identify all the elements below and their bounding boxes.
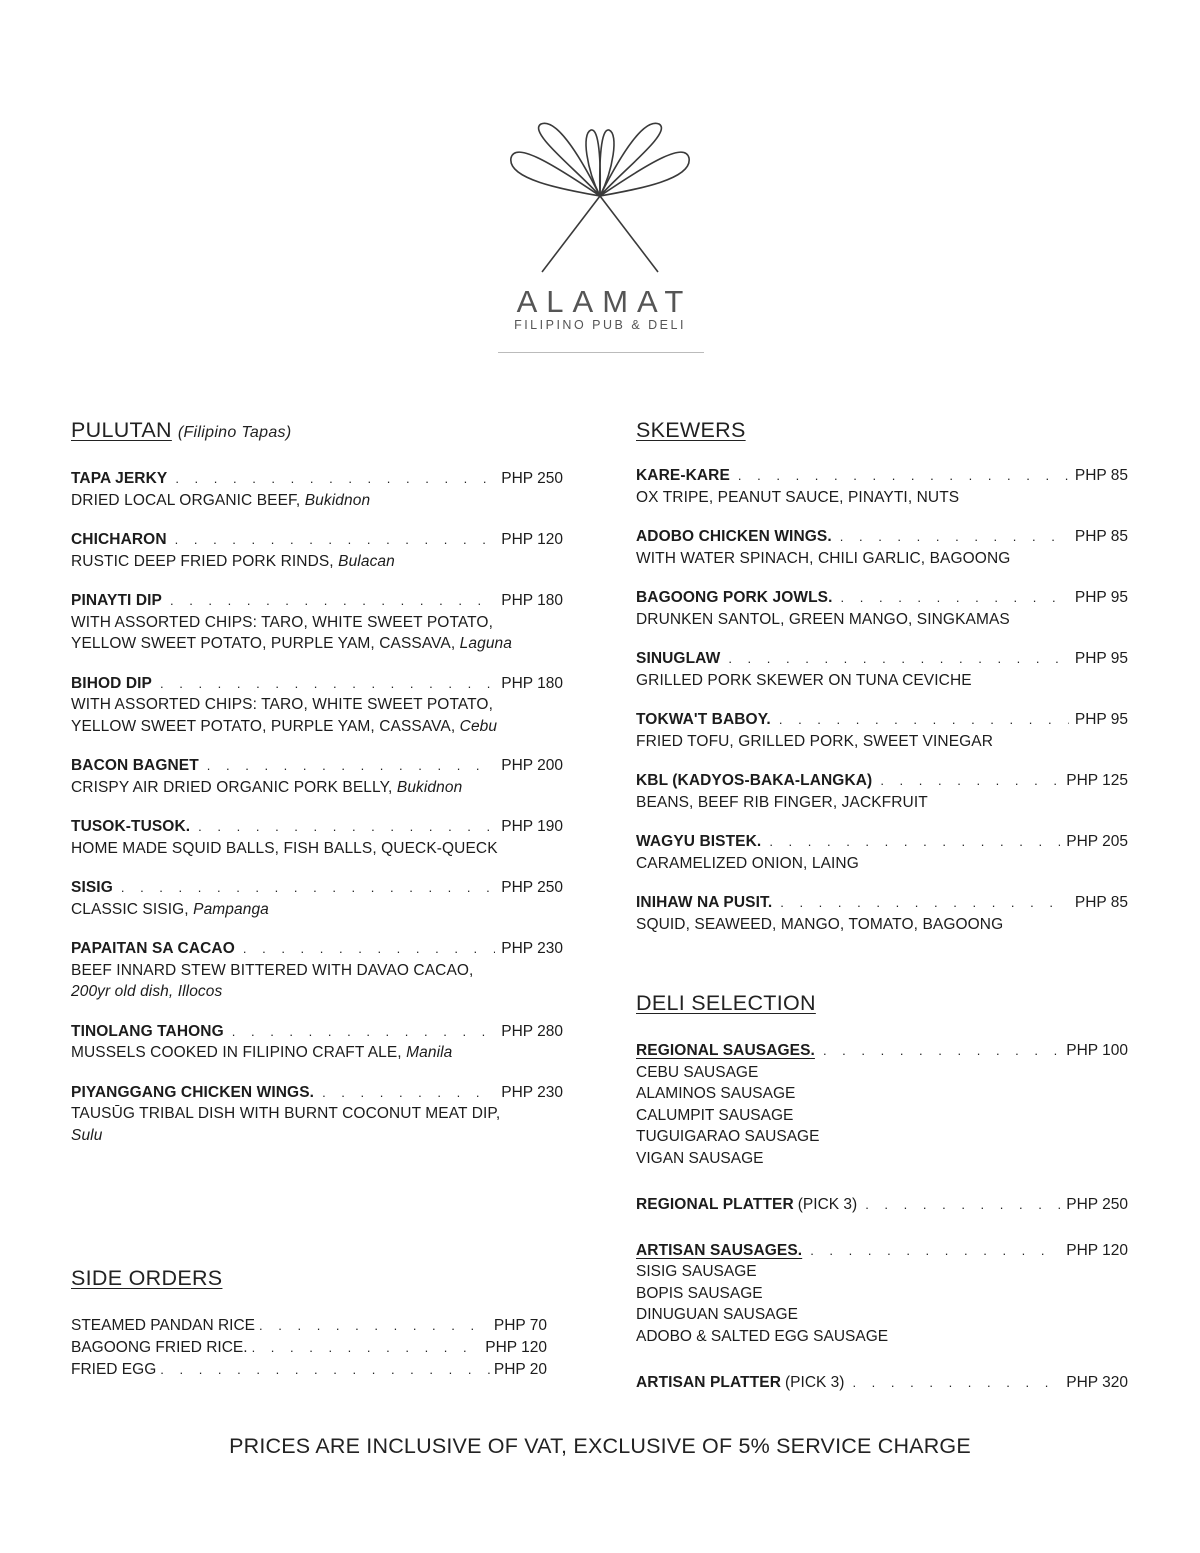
item-price: PHP 95 (1074, 711, 1128, 728)
item-price: PHP 95 (1074, 650, 1128, 667)
item-name: TOKWA'T BABOY. (636, 711, 771, 728)
leader-dots (175, 529, 496, 551)
item-price: PHP 85 (1074, 528, 1128, 545)
item-name: TUSOK-TUSOK. (71, 818, 191, 835)
leader-dots (170, 590, 495, 612)
item-name: STEAMED PANDAN RICE (71, 1317, 256, 1334)
leader-dots (259, 1315, 490, 1337)
item-origin: Bulacan (338, 552, 395, 570)
item-name: BAGOONG PORK JOWLS. (636, 589, 833, 606)
list-item: VIGAN SAUSAGE (636, 1149, 764, 1167)
item-name: PINAYTI DIP (71, 592, 162, 609)
item-price: PHP 205 (1066, 833, 1128, 850)
item-name: KARE-KARE (636, 467, 730, 484)
section-title-deli: DELI SELECTION (636, 991, 816, 1015)
item-name: BACON BAGNET (71, 757, 199, 774)
item-origin: Bukidnon (396, 778, 463, 796)
menu-item-artisan-sausages (636, 1240, 1136, 1348)
item-price: PHP 180 (501, 592, 563, 609)
item-name: INIHAW NA PUSIT. (636, 894, 773, 911)
item-name: FRIED EGG (71, 1360, 157, 1378)
item-price: PHP 20 (493, 1360, 547, 1378)
item-origin: Sulu (71, 1126, 103, 1144)
item-price: PHP 200 (501, 757, 563, 774)
item-description: BEANS, BEEF RIB FINGER, JACKFRUIT (636, 793, 928, 811)
side-order-row (71, 1315, 547, 1337)
item-price: PHP 280 (501, 1022, 563, 1040)
leader-dots (322, 1082, 495, 1104)
list-item: SISIG SAUSAGE (636, 1263, 757, 1280)
sausage-list (636, 1261, 1136, 1347)
leader-dots (207, 755, 495, 777)
menu-item (636, 831, 1136, 874)
leader-dots (780, 892, 1069, 914)
item-description: SQUID, SEAWEED, MANGO, TOMATO, BAGOONG (636, 915, 1004, 933)
item-price: PHP 70 (493, 1317, 547, 1334)
deli-section (636, 990, 1136, 1412)
item-description: CRISPY AIR DRIED ORGANIC PORK BELLY, Bukidnon (71, 778, 463, 796)
pulutan-section (71, 417, 571, 1164)
menu-item (71, 1021, 571, 1064)
brand-subtitle: FILIPINO PUB & DELI (514, 318, 686, 332)
item-price: PHP 85 (1074, 894, 1128, 911)
item-name: ARTISAN SAUSAGES. (636, 1241, 803, 1259)
item-price: PHP 190 (501, 818, 563, 835)
item-name: SISIG (71, 879, 113, 896)
item-description-line2: YELLOW SWEET POTATO, PURPLE YAM, CASSAVA, Cebu (71, 717, 498, 735)
menu-item (71, 755, 571, 798)
leader-dots (243, 938, 495, 960)
item-description: MUSSELS COOKED IN FILIPINO CRAFT ALE, Manila (71, 1044, 453, 1061)
menu-item (71, 468, 571, 511)
item-note: (PICK 3) (797, 1196, 858, 1213)
side-order-row (71, 1337, 547, 1359)
list-item: BOPIS SAUSAGE (636, 1284, 763, 1302)
item-origin: Cebu (459, 717, 498, 735)
item-origin: Bukidnon (304, 491, 371, 509)
menu-item (636, 892, 1136, 935)
leader-dots (779, 709, 1069, 731)
item-description: RUSTIC DEEP FRIED PORK RINDS, Bulacan (71, 552, 395, 570)
item-price: PHP 250 (501, 879, 563, 896)
item-name: PIYANGGANG CHICKEN WINGS. (71, 1083, 315, 1101)
item-description: WITH ASSORTED CHIPS: TARO, WHITE SWEET POTATO, (71, 613, 493, 631)
skewers-section (636, 417, 1136, 953)
leader-dots (852, 1372, 1060, 1394)
menu-item-regional-sausages (636, 1040, 1136, 1169)
item-name: REGIONAL SAUSAGES. (636, 1042, 815, 1059)
item-description: CLASSIC SISIG, Pampanga (71, 900, 269, 918)
menu-item (636, 465, 1136, 508)
leader-dots (252, 1337, 482, 1359)
leader-dots (160, 1359, 490, 1381)
leader-dots (841, 587, 1069, 609)
item-description: BEEF INNARD STEW BITTERED WITH DAVAO CACAO, (71, 961, 474, 979)
menu-item (71, 590, 571, 655)
item-price: PHP 320 (1066, 1374, 1128, 1391)
item-origin: Manila (406, 1044, 453, 1061)
side-order-row (71, 1359, 547, 1381)
item-description: TAUSŪG TRIBAL DISH WITH BURNT COCONUT MEAT DIP, (71, 1105, 501, 1122)
item-name: TINOLANG TAHONG (71, 1022, 224, 1040)
item-description-line2: YELLOW SWEET POTATO, PURPLE YAM, CASSAVA, Laguna (71, 635, 512, 652)
brand-divider (498, 352, 704, 353)
item-description: OX TRIPE, PEANUT SAUCE, PINAYTI, NUTS (636, 488, 960, 506)
leader-dots (198, 816, 495, 838)
menu-item (71, 877, 571, 920)
leader-dots (160, 673, 495, 695)
item-description-line2 (71, 1125, 571, 1147)
brand-name: ALAMAT (516, 284, 693, 319)
item-price: PHP 230 (501, 1083, 563, 1101)
item-note: (PICK 3) (785, 1374, 845, 1391)
leader-dots (738, 465, 1069, 487)
menu-item-regional-platter (636, 1194, 1136, 1216)
item-name: ARTISAN PLATTER (636, 1374, 782, 1391)
item-description: DRIED LOCAL ORGANIC BEEF, Bukidnon (71, 491, 371, 509)
item-name: WAGYU BISTEK. (636, 833, 762, 850)
list-item: CEBU SAUSAGE (636, 1063, 759, 1081)
item-description: FRIED TOFU, GRILLED PORK, SWEET VINEGAR (636, 732, 994, 750)
item-description: WITH ASSORTED CHIPS: TARO, WHITE SWEET POTATO, (71, 696, 493, 713)
dragonfly-logo-icon (507, 120, 693, 285)
item-description-line2 (71, 981, 571, 1003)
sausage-list (636, 1062, 1136, 1170)
item-description: HOME MADE SQUID BALLS, FISH BALLS, QUECK-QUECK (71, 839, 498, 857)
item-price: PHP 100 (1066, 1042, 1128, 1059)
menu-item (71, 529, 571, 572)
leader-dots (175, 468, 495, 490)
item-name: SINUGLAW (636, 650, 721, 667)
item-description: CARAMELIZED ONION, LAING (636, 854, 859, 872)
menu-item (71, 1082, 571, 1147)
item-name: KBL (KADYOS-BAKA-LANGKA) (636, 772, 873, 789)
item-name: PAPAITAN SA CACAO (71, 940, 235, 957)
item-name: ADOBO CHICKEN WINGS. (636, 528, 832, 545)
side-orders-section (71, 1265, 551, 1380)
list-item: TUGUIGARAO SAUSAGE (636, 1128, 820, 1145)
list-item: DINUGUAN SAUSAGE (636, 1306, 798, 1323)
item-price: PHP 120 (485, 1338, 547, 1356)
menu-item-artisan-platter (636, 1372, 1136, 1394)
menu-item (71, 673, 571, 738)
leader-dots (865, 1194, 1060, 1216)
item-name: BAGOONG FRIED RICE. (71, 1338, 248, 1356)
leader-dots (823, 1040, 1060, 1062)
item-name: BIHOD DIP (71, 674, 152, 692)
footer-note: PRICES ARE INCLUSIVE OF VAT, EXCLUSIVE OF 5% SERVICE CHARGE (229, 1434, 971, 1458)
item-price: PHP 95 (1074, 589, 1128, 606)
leader-dots (728, 648, 1069, 670)
menu-item (636, 648, 1136, 691)
section-note: (Filipino Tapas) (177, 424, 292, 441)
item-price: PHP 120 (501, 531, 563, 548)
section-title-pulutan: PULUTAN (Filipino Tapas) (71, 417, 571, 446)
leader-dots (810, 1240, 1060, 1262)
item-price: PHP 250 (1066, 1196, 1128, 1213)
item-name: REGIONAL PLATTER (636, 1196, 794, 1213)
item-price: PHP 85 (1074, 467, 1128, 484)
item-price: PHP 180 (501, 674, 563, 692)
section-title-skewers: SKEWERS (636, 418, 746, 442)
leader-dots (121, 877, 495, 899)
item-origin: Laguna (459, 635, 512, 652)
menu-item (71, 816, 571, 859)
item-price: PHP 230 (501, 940, 563, 957)
item-description: WITH WATER SPINACH, CHILI GARLIC, BAGOONG (636, 549, 1011, 567)
list-item: ALAMINOS SAUSAGE (636, 1085, 796, 1102)
menu-item (636, 587, 1136, 630)
leader-dots (769, 831, 1060, 853)
item-description: DRUNKEN SANTOL, GREEN MANGO, SINGKAMAS (636, 610, 1010, 628)
item-description: GRILLED PORK SKEWER ON TUNA CEVICHE (636, 671, 972, 689)
menu-item (636, 770, 1136, 813)
menu-item (71, 938, 571, 1003)
item-price: PHP 120 (1066, 1241, 1128, 1259)
item-name: TAPA JERKY (71, 470, 168, 487)
item-origin: 200yr old dish, Illocos (71, 983, 223, 1000)
section-title-side-orders: SIDE ORDERS (71, 1266, 223, 1290)
menu-item (636, 526, 1136, 569)
list-item: ADOBO & SALTED EGG SAUSAGE (636, 1327, 889, 1345)
item-name: CHICHARON (71, 531, 167, 548)
menu-item (636, 709, 1136, 752)
leader-dots (232, 1021, 495, 1043)
item-price: PHP 125 (1066, 772, 1128, 789)
item-origin: Pampanga (193, 900, 269, 918)
logo (0, 120, 1200, 360)
list-item: CALUMPIT SAUSAGE (636, 1106, 794, 1124)
leader-dots (880, 770, 1060, 792)
leader-dots (840, 526, 1069, 548)
item-price: PHP 250 (501, 470, 563, 487)
